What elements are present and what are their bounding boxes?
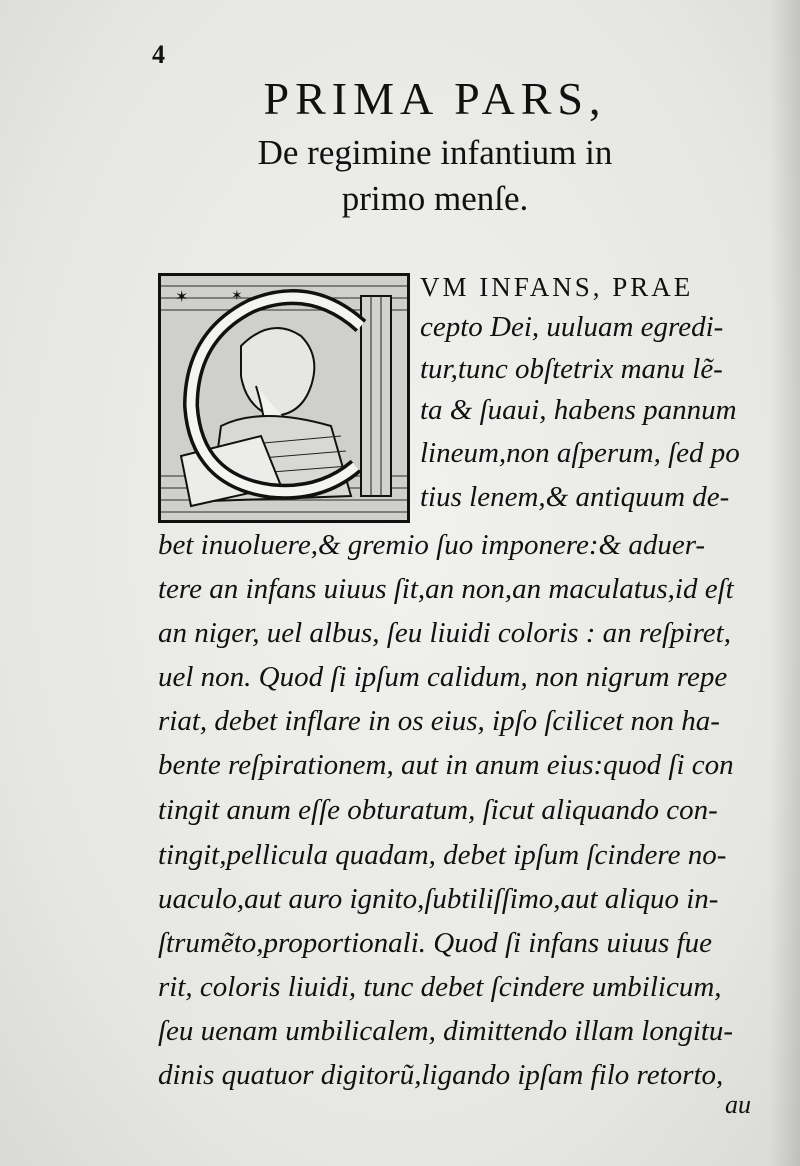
svg-text:✶: ✶ xyxy=(175,289,189,306)
text-line: uel non. Quod ſi ipſum calidum, non nigrum repe xyxy=(158,661,728,693)
catchword: au xyxy=(725,1090,751,1119)
woodcut-illustration xyxy=(161,276,407,520)
subtitle-line: primo menſe. xyxy=(341,179,529,218)
page-number: 4 xyxy=(152,40,165,69)
text-line: tingit anum eſſe obturatum, ſicut aliquando con- xyxy=(158,794,718,826)
svg-text:✶: ✶ xyxy=(231,289,243,304)
text-line: tius lenem,& antiquum de- xyxy=(420,481,730,513)
text-line: ta & ſuaui, habens pannum xyxy=(420,394,737,426)
page-title: PRIMA PARS, xyxy=(263,73,607,124)
text-line: tur,tunc obſtetrix manu lẽ- xyxy=(420,353,723,385)
svg-text:✶: ✶ xyxy=(283,293,295,308)
text-line: ſeu uenam umbilicalem, dimittendo illam longitu- xyxy=(158,1015,734,1047)
text-line: an niger, uel albus, ſeu liuidi coloris : an reſpiret, xyxy=(158,617,731,649)
text-line: bente reſpirationem, aut in anum eius:quod ſi con xyxy=(158,749,734,781)
text-line: tingit,pellicula quadam, debet ipſum ſcindere no- xyxy=(158,839,727,871)
page-edge-shadow xyxy=(770,0,800,1166)
text-line: lineum,non aſperum, ſed po xyxy=(420,437,740,469)
subtitle-line: De regimine infantium in xyxy=(257,133,613,172)
text-line: uaculo,aut auro ignito,ſubtiliſſimo,aut aliquo in- xyxy=(158,883,719,915)
text-line: tere an infans uiuus ſit,an non,an maculatus,id eſt xyxy=(158,573,734,605)
text-line: bet inuoluere,& gremio ſuo imponere:& aduer- xyxy=(158,529,706,561)
text-line: ſtrumẽto,proportionali. Quod ſi infans uiuus fue xyxy=(158,927,712,959)
text-line: VM INFANS, PRAE xyxy=(420,272,694,302)
text-line: riat, debet inflare in os eius, ipſo ſcilicet non ha- xyxy=(158,705,720,737)
text-line: dinis quatuor digitorũ,ligando ipſam filo retorto, xyxy=(158,1059,724,1091)
page-subtitle xyxy=(150,130,720,222)
text-line: rit, coloris liuidi, tunc debet ſcindere umbilicum, xyxy=(158,971,722,1003)
text-line: cepto Dei, uuluam egredi- xyxy=(420,311,724,343)
decorated-initial-woodcut xyxy=(158,273,410,523)
